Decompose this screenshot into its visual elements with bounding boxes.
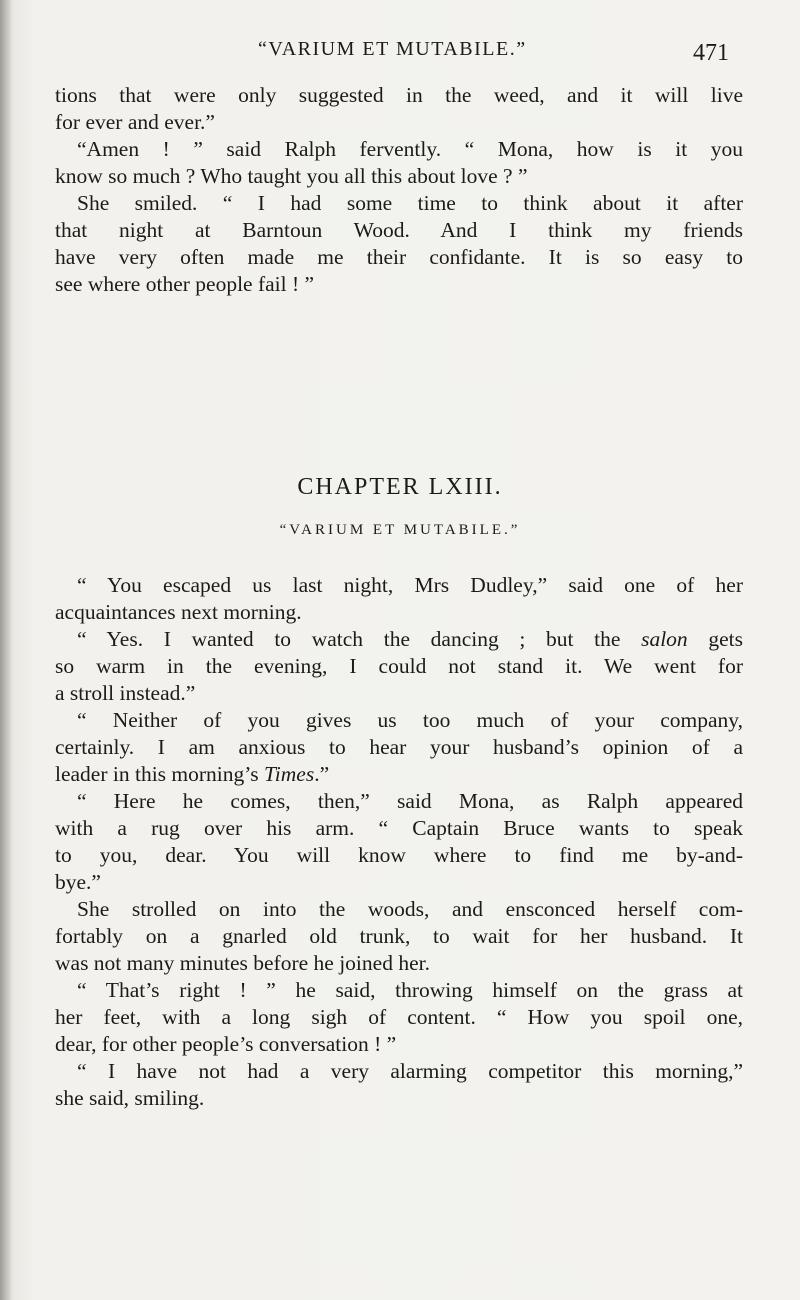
paragraph — [55, 1058, 743, 1112]
paragraph — [55, 626, 743, 707]
paragraph — [55, 788, 743, 896]
paragraph — [55, 977, 743, 1058]
text-line: a stroll instead.” — [55, 681, 196, 705]
running-title: “VARIUM ET MUTABILE.” — [258, 38, 527, 60]
text-line: her feet, with a long sigh of content. “ How you spoil one, — [55, 1005, 743, 1029]
text-line: bye.” — [55, 870, 101, 894]
text-line: “ I have not had a very alarming competitor this morning,” — [77, 1059, 743, 1083]
chapter-title: CHAPTER LXIII. — [297, 474, 503, 500]
text-line: know so much ? Who taught you all this about love ? ” — [55, 164, 528, 188]
paragraph — [55, 572, 743, 626]
text-line: “ That’s right ! ” he said, throwing himself on the grass at — [77, 978, 743, 1002]
text-line: fortably on a gnarled old trunk, to wait for her husband. It — [55, 924, 743, 948]
text-line: with a rug over his arm. “ Captain Bruce wants to speak — [55, 816, 743, 840]
text-line: “ You escaped us last night, Mrs Dudley,” said one of her — [77, 573, 743, 597]
page-gutter-shadow — [0, 0, 12, 1300]
text-line: so warm in the evening, I could not stand it. We went for — [55, 654, 743, 678]
text-line: see where other people fail ! ” — [55, 272, 315, 296]
text-line: “ Here he comes, then,” said Mona, as Ralph appeared — [77, 789, 743, 813]
text-line: “ Yes. I wanted to watch the dancing ; but the salon gets — [77, 627, 743, 651]
paragraph — [55, 896, 743, 977]
paragraph — [55, 82, 743, 136]
text-line: to you, dear. You will know where to find me by-and- — [55, 843, 743, 867]
text-line: She strolled on into the woods, and ensconced herself com- — [77, 897, 743, 921]
text-line: she said, smiling. — [55, 1086, 205, 1110]
text-line: that night at Barntoun Wood. And I think my friends — [55, 218, 743, 242]
text-line: tions that were only suggested in the weed, and it will live — [55, 83, 743, 107]
text-line: was not many minutes before he joined her. — [55, 951, 430, 975]
text-line: She smiled. “ I had some time to think about it after — [77, 191, 743, 215]
text-line: leader in this morning’s Times.” — [55, 762, 330, 786]
text-line: dear, for other people’s conversation ! ” — [55, 1032, 397, 1056]
page-header — [0, 38, 800, 78]
text-line: acquaintances next morning. — [55, 600, 302, 624]
page-number: 471 — [693, 40, 729, 66]
top-text-block — [55, 82, 743, 298]
paragraph — [55, 707, 743, 788]
text-line: certainly. I am anxious to hear your husband’s opinion of a — [55, 735, 743, 759]
bottom-text-block — [55, 572, 743, 1112]
text-line: for ever and ever.” — [55, 110, 215, 134]
chapter-subtitle: “VARIUM ET MUTABILE.” — [279, 522, 521, 538]
text-line: have very often made me their confidante. It is so easy to — [55, 245, 743, 269]
paragraph — [55, 190, 743, 298]
text-line: “ Neither of you gives us too much of your company, — [77, 708, 743, 732]
paragraph — [55, 136, 743, 190]
text-line: “Amen ! ” said Ralph fervently. “ Mona, how is it you — [77, 137, 743, 161]
